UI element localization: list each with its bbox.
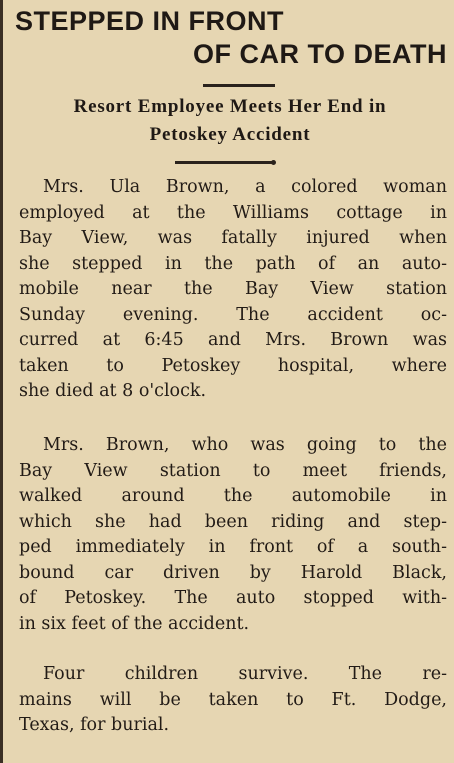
text-line: walked around the automobile in (19, 486, 447, 506)
text-line: taken to Petoskey hospital, where (19, 355, 447, 376)
text-line: Mrs. Ula Brown, a colored woman (43, 177, 447, 197)
text-line: Bay View station to meet friends, (19, 460, 447, 481)
text-line: Mrs. Brown, who was going to the (43, 435, 447, 455)
text-line: bound car driven by Harold Black, (19, 562, 447, 583)
headline-line-2: OF CAR TO DEATH (193, 39, 447, 69)
subheadline (3, 93, 454, 149)
subheadline-line-2: Petoskey Accident (149, 124, 311, 145)
text-line: Sunday evening. The accident oc- (19, 304, 447, 325)
text-line: Texas, for burial. (19, 715, 170, 735)
text-line: Four children survive. The re- (43, 664, 447, 684)
text-line: employed at the Williams cottage in (19, 202, 447, 223)
headline (3, 0, 454, 80)
text-line: curred at 6:45 and Mrs. Brown was (19, 330, 447, 350)
text-line: Bay View, was fatally injured when (19, 228, 447, 248)
divider-rule-dash (175, 161, 273, 164)
paragraph-2 (19, 433, 447, 637)
text-line: ped immediately in front of a south- (19, 537, 447, 557)
headline-line-1: STEPPED IN FRONT (15, 6, 285, 36)
text-line: she stepped in the path of an auto- (19, 253, 447, 274)
subheadline-line-1: Resort Employee Meets Her End in (73, 96, 387, 117)
text-line: in six feet of the accident. (19, 613, 250, 634)
paragraph-3 (19, 662, 447, 739)
text-line: which she had been riding and step- (19, 511, 447, 532)
text-line: mobile near the Bay View station (19, 279, 447, 299)
divider-rule-top (203, 84, 275, 87)
text-line: mains will be taken to Ft. Dodge, (19, 689, 447, 710)
text-line: of Petoskey. The auto stopped with- (19, 588, 447, 608)
paragraph-1 (19, 175, 447, 405)
text-line: she died at 8 o'clock. (19, 381, 207, 401)
